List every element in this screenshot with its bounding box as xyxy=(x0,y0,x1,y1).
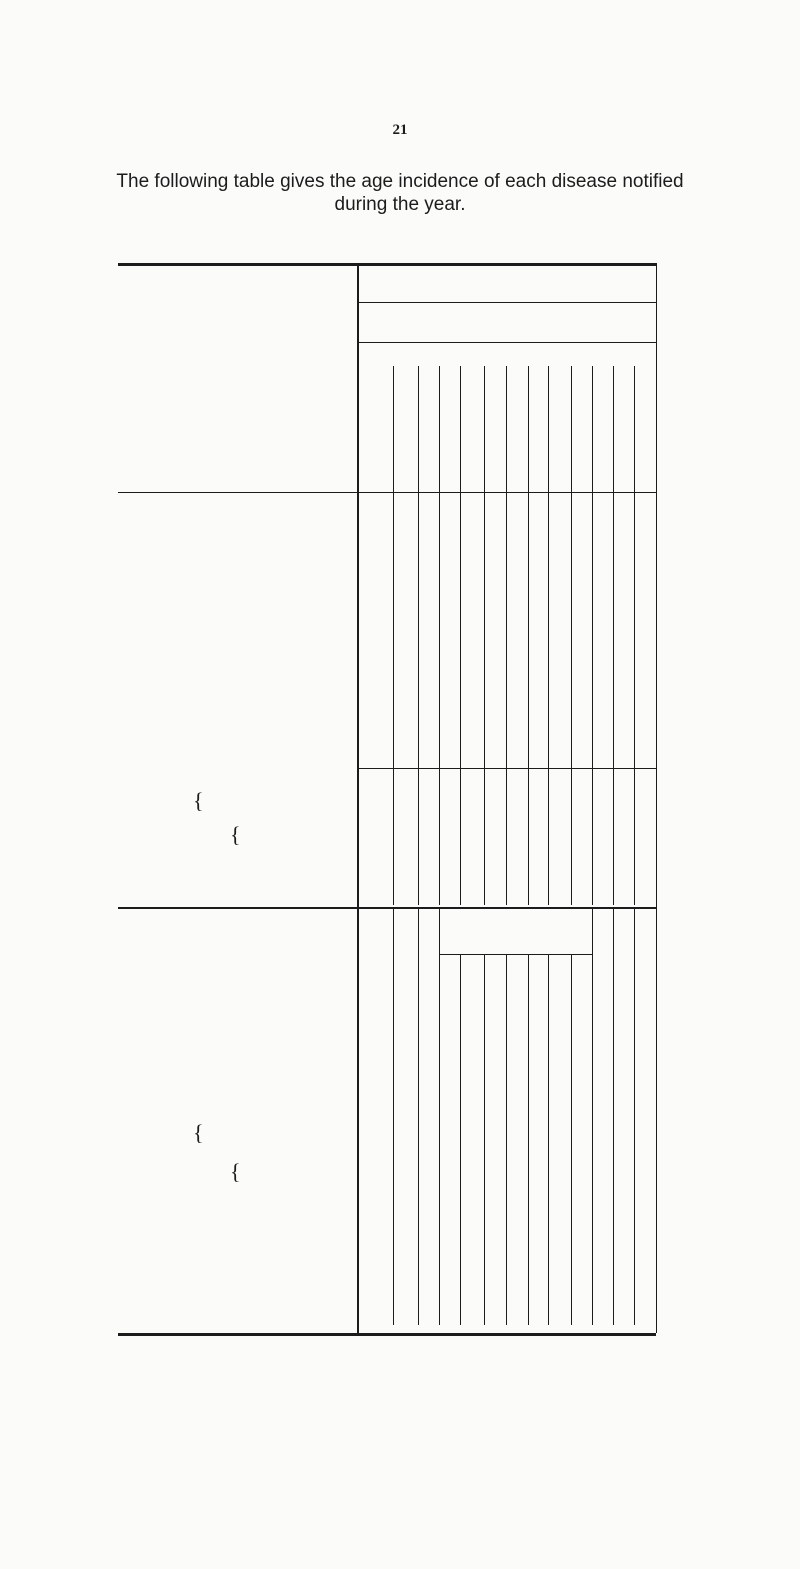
rule-line xyxy=(118,492,656,493)
brace-left: { xyxy=(193,1120,204,1145)
rule-line xyxy=(357,302,656,303)
column-rule xyxy=(418,907,419,1325)
column-rule xyxy=(460,366,461,905)
column-rule xyxy=(506,366,507,905)
column-rule xyxy=(528,366,529,905)
column-rule xyxy=(613,366,614,905)
rule-line xyxy=(357,342,656,343)
column-rule xyxy=(460,954,461,1325)
rule-line xyxy=(357,768,656,769)
rule-line xyxy=(118,1333,656,1336)
column-rule xyxy=(439,907,440,1325)
column-rule xyxy=(571,366,572,905)
column-rule xyxy=(357,263,359,1333)
column-rule xyxy=(634,366,635,905)
column-rule xyxy=(548,366,549,905)
rule-line xyxy=(118,263,656,266)
page-number: 21 xyxy=(392,122,408,138)
column-rule xyxy=(592,907,593,1325)
column-rule xyxy=(506,954,507,1325)
intro-line-1: The following table gives the age incidence of each disease notified xyxy=(116,171,684,192)
column-rule xyxy=(528,954,529,1325)
column-rule xyxy=(634,907,635,1325)
intro-line-2: during the year. xyxy=(334,194,466,215)
column-rule xyxy=(548,954,549,1325)
brace-left: { xyxy=(193,788,204,813)
brace-left: { xyxy=(230,822,241,847)
column-rule xyxy=(613,907,614,1325)
column-rule xyxy=(656,263,657,1333)
column-rule xyxy=(393,366,394,905)
column-rule xyxy=(592,366,593,905)
intro-text xyxy=(0,170,800,216)
rule-line xyxy=(118,907,656,909)
column-rule xyxy=(484,954,485,1325)
age-incidence-table xyxy=(118,263,656,1569)
column-rule xyxy=(571,954,572,1325)
column-rule xyxy=(393,907,394,1325)
column-rule xyxy=(418,366,419,905)
column-rule xyxy=(439,366,440,905)
brace-left: { xyxy=(230,1159,241,1184)
column-rule xyxy=(484,366,485,905)
rule-line xyxy=(439,954,592,955)
